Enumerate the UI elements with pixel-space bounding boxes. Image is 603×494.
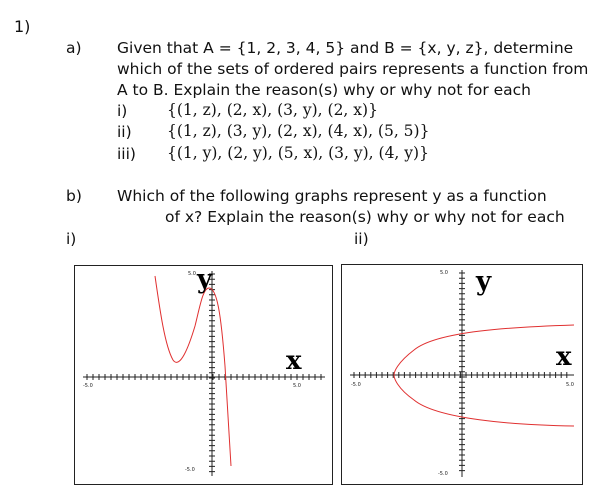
graph-i-tick-top: 5.0 <box>188 271 196 277</box>
part-a-line-3: A to B. Explain the reason(s) why or why not for each <box>117 81 531 99</box>
part-b-line-2: of x? Explain the reason(s) why or why not for each <box>165 208 565 226</box>
graph-i-hand-y: y <box>197 266 213 295</box>
graph-i-tick-right: 5.0 <box>293 383 301 389</box>
graph-ii-tick-left: -5.0 <box>351 382 361 388</box>
item-ii-label: ii) <box>117 123 132 141</box>
graph-i-tick-bottom: -5.0 <box>185 467 195 473</box>
item-i-label: i) <box>117 102 128 120</box>
part-b-label: b) <box>66 187 82 205</box>
graph-i-svg <box>75 266 332 484</box>
item-i-set: {(1, z), (2, x), (3, y), (2, x)} <box>167 101 378 119</box>
item-iii-set: {(1, y), (2, y), (5, x), (3, y), (4, y)} <box>167 144 429 162</box>
graph-ii-hand-x: x <box>556 342 572 372</box>
part-a-line-2: which of the sets of ordered pairs represents a function from <box>117 60 589 78</box>
graph-ii-tick-bottom: -5.0 <box>438 471 448 477</box>
graph-ii-tick-right: 5.0 <box>566 382 574 388</box>
part-b-line-1: Which of the following graphs represent y as a function <box>117 187 547 205</box>
graph-i-tick-left: -5.0 <box>83 383 93 389</box>
item-ii-set: {(1, z), (3, y), (2, x), (4, x), (5, 5)} <box>167 122 430 140</box>
part-a-line-1: Given that A = {1, 2, 3, 4, 5} and B = {x, y, z}, determine <box>117 39 574 57</box>
graph-ii-label: ii) <box>354 230 369 248</box>
graph-ii <box>341 264 583 485</box>
graph-ii-svg <box>342 265 582 484</box>
graph-i-label: i) <box>66 230 77 248</box>
question-number: 1) <box>14 17 31 36</box>
graph-i-hand-x: x <box>286 346 302 376</box>
item-iii-label: iii) <box>117 145 136 163</box>
graph-ii-hand-y: y <box>476 266 492 297</box>
graph-i <box>74 265 333 485</box>
graph-i-curve <box>155 276 231 466</box>
part-a-label: a) <box>66 39 82 57</box>
graph-ii-tick-top: 5.0 <box>440 270 448 276</box>
